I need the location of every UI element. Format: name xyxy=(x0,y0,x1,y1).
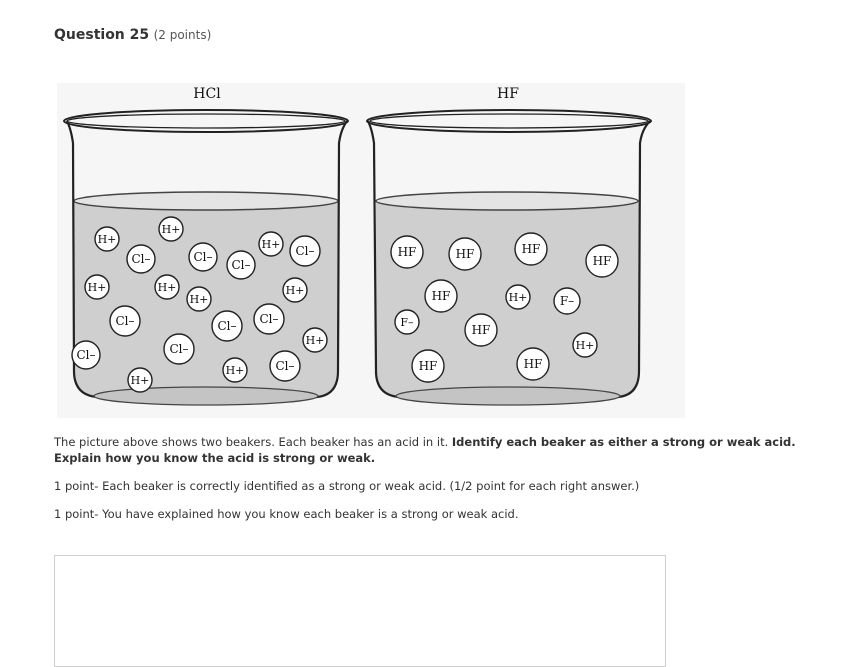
hydrogen-ion-label: H+ xyxy=(575,339,595,352)
beakers-illustration xyxy=(57,83,685,418)
hf-label: HF xyxy=(521,242,541,256)
chloride-ion-particle xyxy=(212,311,242,341)
hf-label: HF xyxy=(431,289,451,303)
chloride-ion-label: Cl– xyxy=(115,314,135,328)
hydrogen-ion-particle xyxy=(85,275,109,299)
hf-label: HF xyxy=(455,247,475,261)
hf-label: HF xyxy=(592,254,612,268)
fluoride-ion-particle xyxy=(395,310,419,334)
hydrogen-ion-particle xyxy=(187,287,211,311)
prompt-instruction: Identify each beaker as either a strong or weak acid. Explain how you know the acid is strong or weak. xyxy=(54,435,796,465)
chloride-ion-particle xyxy=(110,306,140,336)
hydrogen-ion-particle xyxy=(506,285,530,309)
chloride-ion-label: Cl– xyxy=(275,359,295,373)
hf-particle xyxy=(425,280,457,312)
hydrogen-ion-particle xyxy=(573,333,597,357)
chloride-ion-particle xyxy=(164,334,194,364)
question-points: (2 points) xyxy=(153,28,212,42)
question-title: Question 25 xyxy=(54,27,150,43)
hf-label: HF xyxy=(523,357,543,371)
hydrogen-ion-label: H+ xyxy=(87,281,107,294)
hf-particle xyxy=(412,350,444,382)
hydrogen-ion-label: H+ xyxy=(189,293,209,306)
hydrogen-ion-particle xyxy=(95,227,119,251)
chloride-ion-label: Cl– xyxy=(169,342,189,356)
chloride-ion-particle xyxy=(189,243,217,271)
hydrogen-ion-label: H+ xyxy=(305,334,325,347)
hf-particle xyxy=(586,245,618,277)
chloride-ion-label: Cl– xyxy=(217,319,237,333)
chloride-ion-particle xyxy=(227,251,255,279)
hydrogen-ion-label: H+ xyxy=(285,284,305,297)
beaker-label-hf: HF xyxy=(497,86,519,102)
chloride-ion-label: Cl– xyxy=(76,348,96,362)
chloride-ion-particle xyxy=(290,236,320,266)
hf-particle xyxy=(449,238,481,270)
hf-particle xyxy=(517,348,549,380)
hydrogen-ion-particle xyxy=(223,358,247,382)
hf-label: HF xyxy=(418,359,438,373)
hydrogen-ion-particle xyxy=(283,278,307,302)
question-header xyxy=(54,27,211,43)
hf-particle xyxy=(465,314,497,346)
hydrogen-ion-label: H+ xyxy=(261,238,281,251)
hydrogen-ion-label: H+ xyxy=(161,223,181,236)
hydrogen-ion-label: H+ xyxy=(130,374,150,387)
fluoride-ion-label: F– xyxy=(400,316,414,329)
beaker-label-hcl: HCl xyxy=(193,86,221,102)
fluoride-ion-label: F– xyxy=(559,294,575,308)
prompt-intro: The picture above shows two beakers. Each beaker has an acid in it. xyxy=(54,435,452,449)
hf-label: HF xyxy=(471,323,491,337)
hydrogen-ion-label: H+ xyxy=(97,233,117,246)
hydrogen-ion-particle xyxy=(259,232,283,256)
fluoride-ion-particle xyxy=(554,288,580,314)
hydrogen-ion-particle xyxy=(159,217,183,241)
chloride-ion-label: Cl– xyxy=(259,312,279,326)
chloride-ion-label: Cl– xyxy=(231,258,251,272)
rubric-item-1: 1 point- Each beaker is correctly identified as a strong or weak acid. (1/2 point for each right answer.) xyxy=(54,479,640,493)
prompt-paragraph xyxy=(54,434,846,466)
chloride-ion-particle xyxy=(254,304,284,334)
rubric-item-2: 1 point- You have explained how you know each beaker is a strong or weak acid. xyxy=(54,507,519,521)
hydrogen-ion-particle xyxy=(303,328,327,352)
hydrogen-ion-label: H+ xyxy=(508,291,528,304)
chloride-ion-particle xyxy=(72,341,100,369)
chloride-ion-label: Cl– xyxy=(193,250,213,264)
question-prompt xyxy=(54,434,846,534)
chloride-ion-label: Cl– xyxy=(295,244,315,258)
answer-textarea[interactable] xyxy=(54,555,666,667)
hf-label: HF xyxy=(397,245,417,259)
chloride-ion-particle xyxy=(127,245,155,273)
beakers-figure xyxy=(57,83,685,418)
hydrogen-ion-particle xyxy=(155,275,179,299)
chloride-ion-label: Cl– xyxy=(131,252,151,266)
hydrogen-ion-label: H+ xyxy=(157,281,177,294)
hydrogen-ion-label: H+ xyxy=(225,364,245,377)
hf-particle xyxy=(515,233,547,265)
chloride-ion-particle xyxy=(270,351,300,381)
hf-particle xyxy=(391,236,423,268)
hydrogen-ion-particle xyxy=(128,368,152,392)
